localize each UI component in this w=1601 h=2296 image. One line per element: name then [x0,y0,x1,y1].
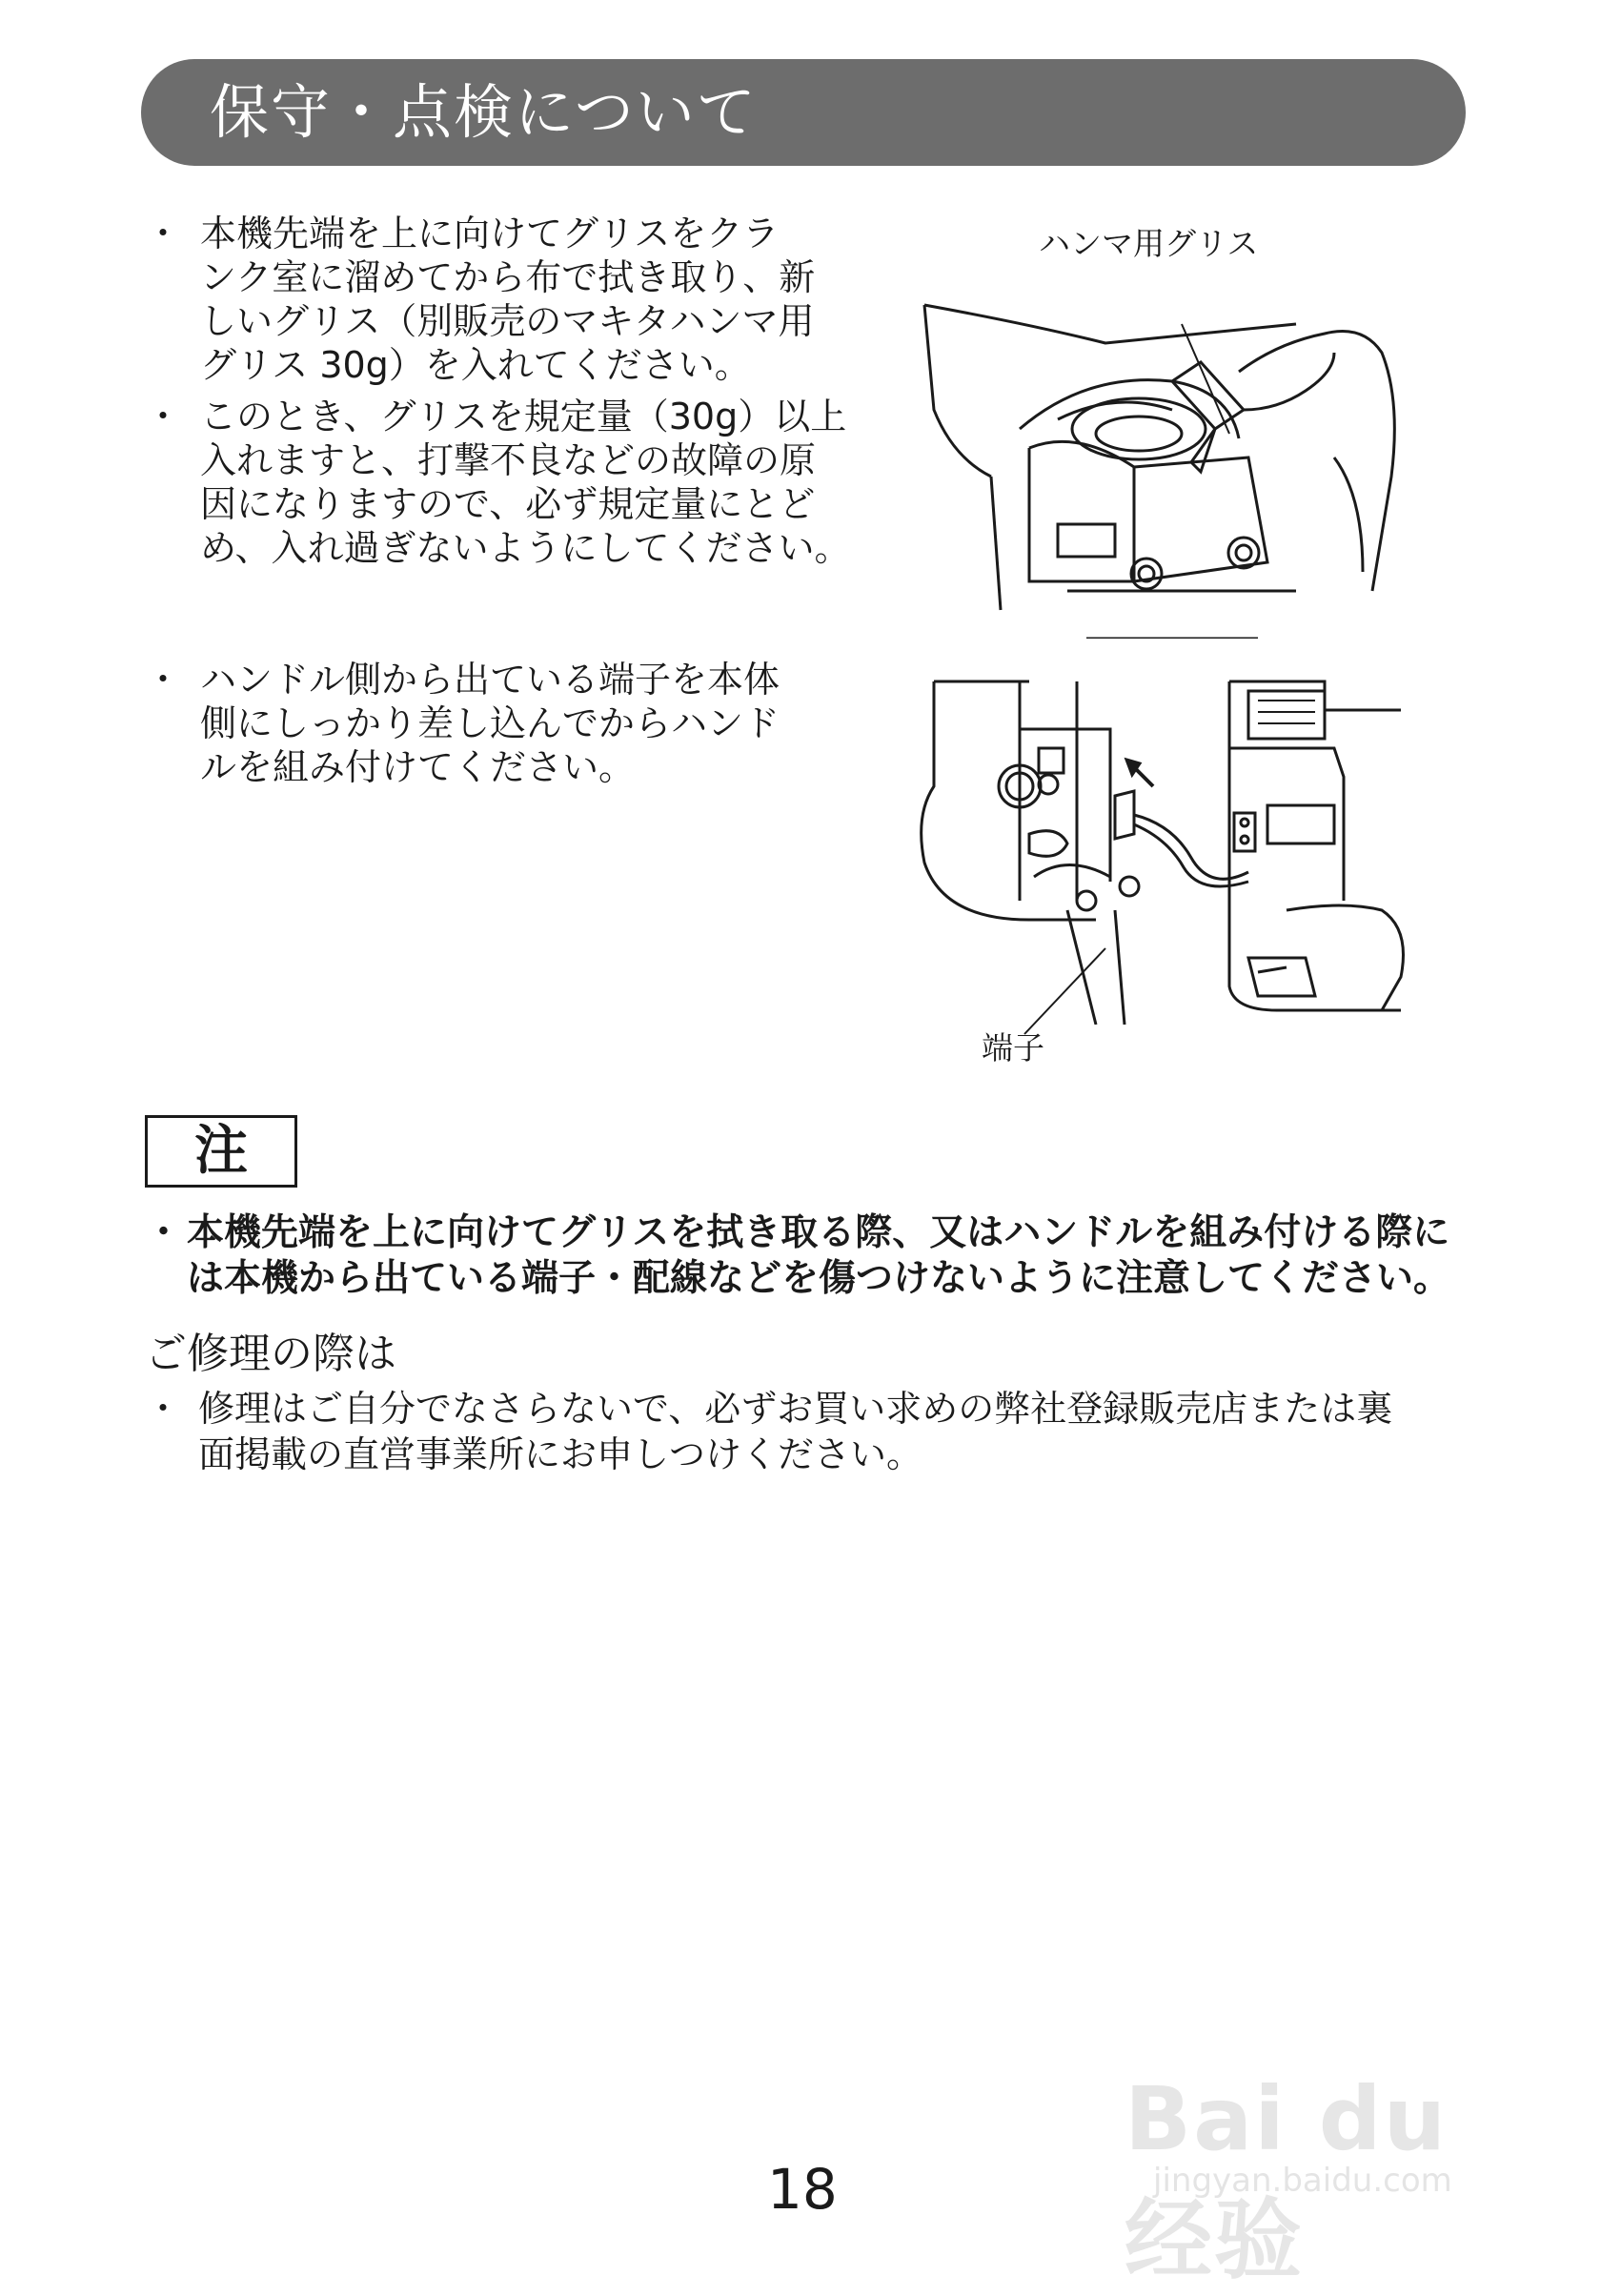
grease-figure-label: ハンマ用グリス [1039,225,1259,262]
page-number: 18 [767,2157,838,2222]
page-title: 保守・点検について [210,77,758,147]
text-line: ルを組み付けてください。 [200,746,636,788]
text-line: 本機先端を上に向けてグリスをクラ [200,213,780,254]
text-line: 因になりますので、必ず規定量にとど [200,483,816,525]
text-line: 本機先端を上に向けてグリスを拭き取る際、又はハンドルを組み付ける際に [187,1211,1450,1254]
text-line: しいグリス（別販売のマキタハンマ用 [200,300,815,342]
text-line: は本機から出ている端子・配線などを傷つけないように注意してください。 [187,1257,1451,1300]
text-line: ハンドル側から出ている端子を本体 [200,659,780,701]
watermark-url: jingyan.baidu.com [1153,2162,1452,2200]
text-line: グリス 30g）を入れてください。 [200,344,751,386]
text-line: ンク室に溜めてから布で拭き取り、新 [200,256,816,298]
text-line: このとき、グリスを規定量（30g）以上 [200,396,847,437]
bullet-text [200,395,850,570]
watermark-logo: Bai du 经验 [1125,2068,1449,2291]
terminal-figure-label: 端子 [982,1029,1044,1067]
bullet-marker: ・ [145,1388,182,1430]
bullet-text [200,658,780,789]
terminal-leader-line [1010,944,1115,1039]
bullet-text [200,212,815,387]
text-line: 入れますと、打撃不良などの故障の原 [200,439,817,481]
note-label-box: 注 [145,1115,297,1188]
bullet-marker: ・ [145,396,182,437]
grease-illustration [915,267,1410,639]
bullet-marker: ・ [145,1211,183,1254]
text-line: め、入れ過ぎないようにしてください。 [200,527,851,569]
bullet-text [187,1210,1601,1302]
text-line: 修理はご自分でなさらないで、必ずお買い求めの弊社登録販売店または裏 [198,1388,1393,1430]
bullet-text [198,1386,1601,1477]
bullet-marker: ・ [145,213,182,254]
terminal-illustration [905,672,1420,1025]
bullet-marker: ・ [145,659,182,701]
section-header [141,59,1466,166]
repair-heading: ご修理の際は [145,1330,396,1378]
text-line: 側にしっかり差し込んでからハンド [200,702,780,744]
text-line: 面掲載の直営事業所にお申しつけください。 [198,1433,923,1475]
baidu-watermark [1125,2040,1525,2291]
